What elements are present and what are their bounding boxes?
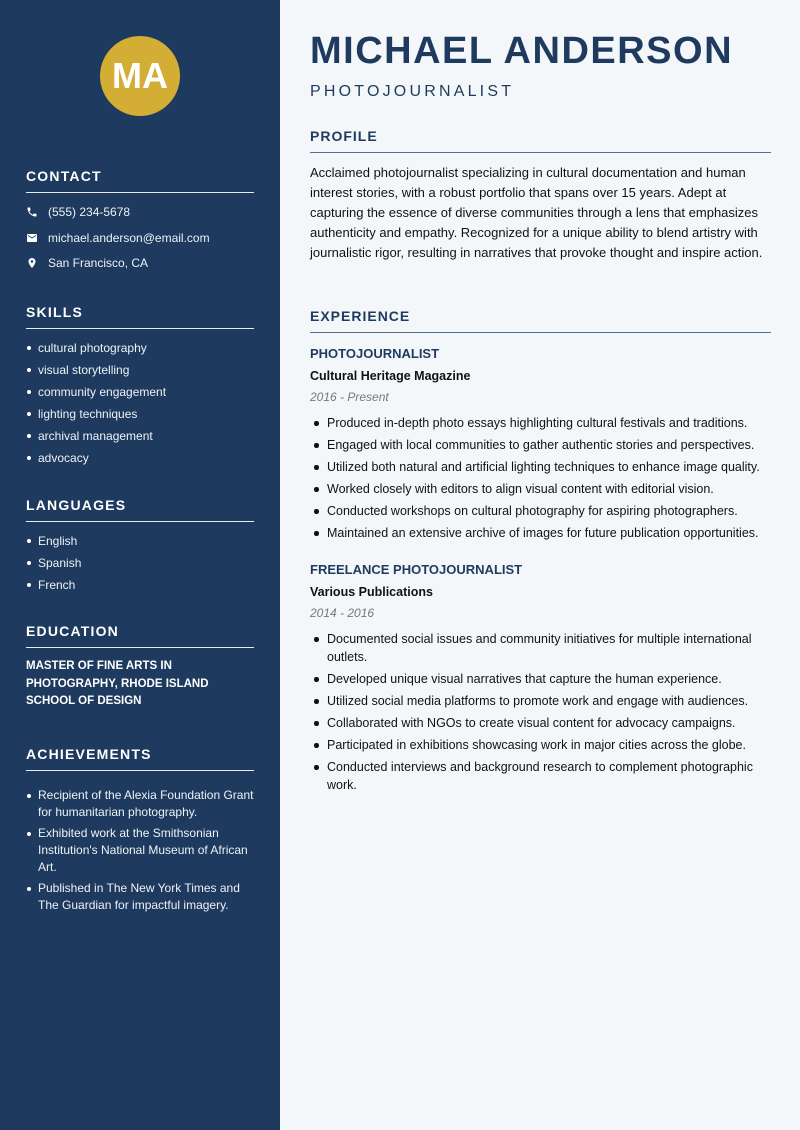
job-bullet: Conducted workshops on cultural photography for aspiring photographers. bbox=[310, 502, 771, 520]
full-name: MICHAEL ANDERSON bbox=[310, 30, 734, 72]
email-text: michael.anderson@email.com bbox=[48, 231, 210, 245]
job-bullets bbox=[310, 414, 771, 542]
languages-heading: LANGUAGES bbox=[26, 497, 254, 522]
job-position: FREELANCE PHOTOJOURNALIST bbox=[310, 562, 523, 577]
job-bullet: Worked closely with editors to align visual content with editorial vision. bbox=[310, 480, 771, 498]
job-bullet: Documented social issues and community initiatives for multiple international outlets. bbox=[310, 630, 771, 666]
education-heading: EDUCATION bbox=[26, 623, 254, 648]
job-bullet: Collaborated with NGOs to create visual content for advocacy campaigns. bbox=[310, 714, 771, 732]
profile-heading: PROFILE bbox=[310, 128, 771, 153]
profile-text: Acclaimed photojournalist specializing in cultural documentation and human interest stories, with a robust portfolio that spans over 15 years. Adept at capturing the essence of diverse communities through a lens that emphasizes authenticity and empathy. Recognized for a unique ability to blend artistry with journalistic rigor, resulting in narratives that provoke thought and inspire action. bbox=[310, 165, 763, 260]
job-bullet: Participated in exhibitions showcasing work in major cities across the globe. bbox=[310, 736, 771, 754]
location-pin-icon bbox=[26, 257, 38, 269]
skill-item: community engagement bbox=[26, 381, 256, 403]
language-item: French bbox=[26, 574, 256, 596]
skill-item: archival management bbox=[26, 425, 256, 447]
skill-item: visual storytelling bbox=[26, 359, 256, 381]
job-bullet: Utilized both natural and artificial lighting techniques to enhance image quality. bbox=[310, 458, 771, 476]
job-entry bbox=[310, 346, 771, 546]
sidebar bbox=[0, 0, 280, 1130]
job-position: PHOTOJOURNALIST bbox=[310, 346, 440, 361]
contact-phone bbox=[26, 205, 130, 219]
experience-heading: EXPERIENCE bbox=[310, 308, 771, 333]
achievement-item: Recipient of the Alexia Foundation Grant for humanitarian photography. bbox=[26, 787, 258, 821]
skill-item: lighting techniques bbox=[26, 403, 256, 425]
avatar: MA bbox=[100, 36, 180, 116]
job-bullet: Utilized social media platforms to promote work and engage with audiences. bbox=[310, 692, 771, 710]
phone-text: (555) 234-5678 bbox=[48, 205, 131, 219]
job-bullet: Engaged with local communities to gather authentic stories and perspectives. bbox=[310, 436, 771, 454]
contact-email bbox=[26, 231, 210, 245]
skill-item: cultural photography bbox=[26, 337, 256, 359]
education-degree: MASTER OF FINE ARTS IN PHOTOGRAPHY, RHODE ISLAND SCHOOL OF DESIGN bbox=[26, 660, 209, 707]
job-entry bbox=[310, 562, 771, 798]
job-dates: 2016 - Present bbox=[310, 390, 389, 404]
languages-list bbox=[26, 530, 256, 596]
skills-list bbox=[26, 337, 256, 469]
job-bullet: Maintained an extensive archive of images for future publication opportunities. bbox=[310, 524, 771, 542]
job-title: PHOTOJOURNALIST bbox=[310, 83, 515, 100]
language-item: Spanish bbox=[26, 552, 256, 574]
contact-location bbox=[26, 256, 148, 270]
phone-icon bbox=[26, 206, 38, 218]
contact-heading: CONTACT bbox=[26, 168, 254, 193]
job-dates: 2014 - 2016 bbox=[310, 606, 375, 620]
language-item: English bbox=[26, 530, 256, 552]
skills-heading: SKILLS bbox=[26, 304, 254, 329]
email-icon bbox=[26, 232, 38, 244]
job-company: Cultural Heritage Magazine bbox=[310, 369, 471, 383]
achievement-item: Exhibited work at the Smithsonian Institution's National Museum of African Art. bbox=[26, 825, 258, 876]
location-text: San Francisco, CA bbox=[48, 256, 149, 270]
achievements-heading: ACHIEVEMENTS bbox=[26, 746, 254, 771]
achievements-list bbox=[26, 787, 258, 918]
achievement-item: Published in The New York Times and The Guardian for impactful imagery. bbox=[26, 880, 258, 914]
skill-item: advocacy bbox=[26, 447, 256, 469]
job-bullets bbox=[310, 630, 771, 794]
job-bullet: Developed unique visual narratives that capture the human experience. bbox=[310, 670, 771, 688]
job-bullet: Produced in-depth photo essays highlighting cultural festivals and traditions. bbox=[310, 414, 771, 432]
job-bullet: Conducted interviews and background research to complement photographic work. bbox=[310, 758, 771, 794]
job-company: Various Publications bbox=[310, 585, 433, 599]
